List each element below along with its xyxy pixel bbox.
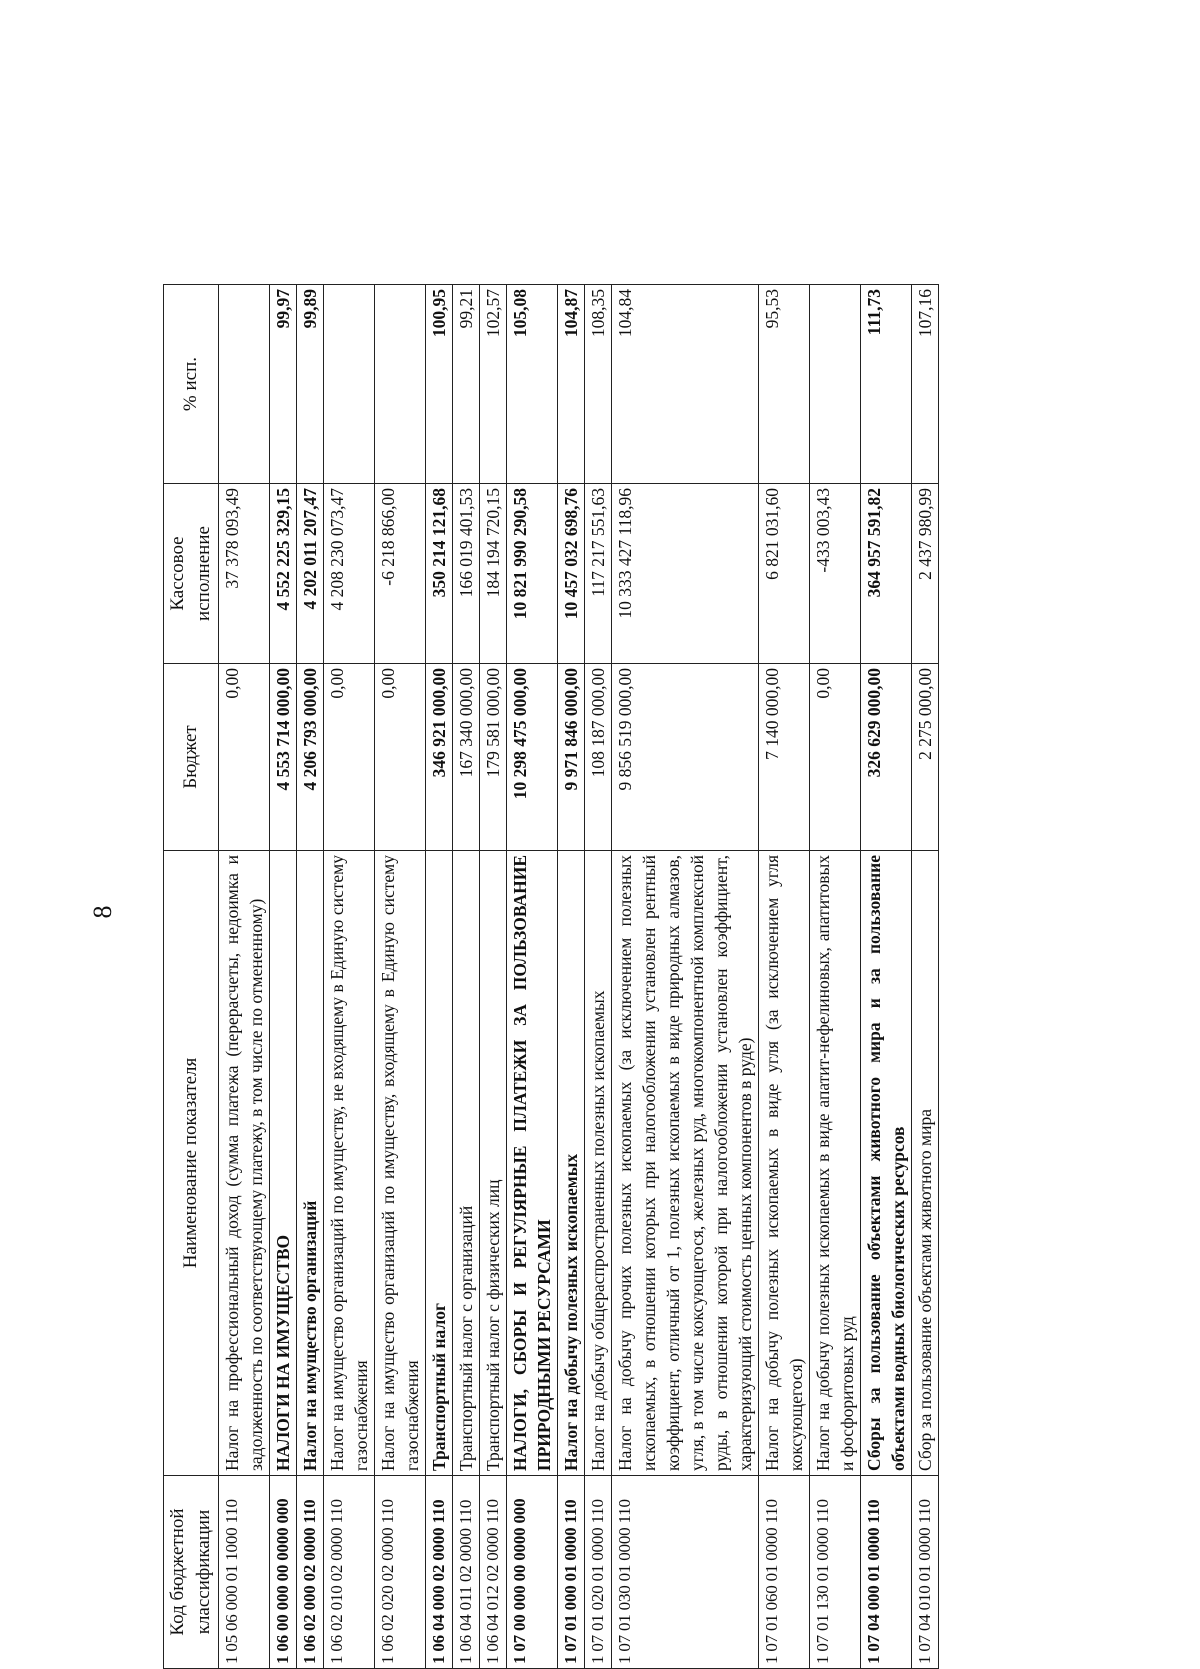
cell-name: Налог на добычу полезных ископаемых: [558, 851, 585, 1476]
cell-name: НАЛОГИ НА ИМУЩЕСТВО: [270, 851, 297, 1476]
table-row: [507, 285, 558, 1669]
cell-name: Налог на имущество организаций по имуществу, входящему в Единую систему газоснабжения: [375, 851, 426, 1476]
table-row: [270, 285, 297, 1669]
cell-percent: 99,97: [270, 285, 297, 484]
cell-name: Сборы за пользование объектами животного мира и за пользование объектами водных биологических ресурсов: [861, 851, 912, 1476]
cell-code: 1 07 01 130 01 0000 110: [810, 1476, 861, 1669]
cell-execution: 117 217 551,63: [585, 484, 612, 664]
cell-code: 1 06 04 012 02 0000 110: [480, 1476, 507, 1669]
table-row: [480, 285, 507, 1669]
cell-name: Налог на имущество организаций по имуществу, не входящему в Единую систему газоснабжения: [324, 851, 375, 1476]
cell-code: 1 07 01 030 01 0000 110: [612, 1476, 759, 1669]
cell-code: 1 06 02 010 02 0000 110: [324, 1476, 375, 1669]
cell-execution: 6 821 031,60: [759, 484, 810, 664]
cell-budget: 4 553 714 000,00: [270, 664, 297, 851]
cell-execution: -433 003,43: [810, 484, 861, 664]
header-execution: Кассовое исполнение: [164, 484, 219, 664]
cell-name: Налог на имущество организаций: [297, 851, 324, 1476]
cell-budget: 179 581 000,00: [480, 664, 507, 851]
header-code: Код бюджетной классификации: [164, 1476, 219, 1669]
cell-budget: 346 921 000,00: [426, 664, 453, 851]
cell-execution: 10 333 427 118,96: [612, 484, 759, 664]
cell-percent: 100,95: [426, 285, 453, 484]
cell-execution: 350 214 121,68: [426, 484, 453, 664]
cell-code: 1 07 01 060 01 0000 110: [759, 1476, 810, 1669]
table-row: [426, 285, 453, 1669]
cell-budget: 2 275 000,00: [912, 664, 939, 851]
cell-percent: 111,73: [861, 285, 912, 484]
cell-code: 1 06 00 000 00 0000 000: [270, 1476, 297, 1669]
header-percent: % исп.: [164, 285, 219, 484]
cell-budget: 7 140 000,00: [759, 664, 810, 851]
cell-budget: 0,00: [324, 664, 375, 851]
cell-percent: 99,21: [453, 285, 480, 484]
table-header-row: [164, 285, 219, 1669]
cell-code: 1 06 04 011 02 0000 110: [453, 1476, 480, 1669]
cell-percent: 104,87: [558, 285, 585, 484]
budget-table: [163, 284, 939, 1669]
cell-budget: 4 206 793 000,00: [297, 664, 324, 851]
table-row: [219, 285, 270, 1669]
cell-code: 1 06 04 000 02 0000 110: [426, 1476, 453, 1669]
cell-name: Налог на добычу прочих полезных ископаемых (за исключением полезных ископаемых, в отношении которых при налогообложении установлен рентный коэффициент, отличный от 1, полезных ископаемых в виде природных алмазов, угля, в том числе коксующегося, железных руд, многокомпонентной комплексной руды, в отношении которой при налогообложении установлен коэффициент, характеризующий стоимость ценных компонентов в руде): [612, 851, 759, 1476]
cell-execution: 2 437 980,99: [912, 484, 939, 664]
cell-percent: 102,57: [480, 285, 507, 484]
cell-execution: 37 378 093,49: [219, 484, 270, 664]
cell-name: Налог на добычу общераспространенных полезных ископаемых: [585, 851, 612, 1476]
cell-name: Налог на добычу полезных ископаемых в виде угля (за исключением угля коксующегося): [759, 851, 810, 1476]
cell-name: Транспортный налог с организаций: [453, 851, 480, 1476]
table-row: [612, 285, 759, 1669]
cell-execution: 10 457 032 698,76: [558, 484, 585, 664]
cell-percent: [810, 285, 861, 484]
cell-budget: 9 971 846 000,00: [558, 664, 585, 851]
table-row: [912, 285, 939, 1669]
cell-percent: 108,35: [585, 285, 612, 484]
cell-execution: 166 019 401,53: [453, 484, 480, 664]
header-budget: Бюджет: [164, 664, 219, 851]
table-body: [219, 285, 939, 1669]
table-row: [297, 285, 324, 1669]
cell-percent: 99,89: [297, 285, 324, 484]
cell-execution: 364 957 591,82: [861, 484, 912, 664]
cell-percent: [219, 285, 270, 484]
cell-budget: 0,00: [375, 664, 426, 851]
cell-name: Сбор за пользование объектами животного мира: [912, 851, 939, 1476]
cell-execution: -6 218 866,00: [375, 484, 426, 664]
table-row: [585, 285, 612, 1669]
cell-code: 1 06 02 020 02 0000 110: [375, 1476, 426, 1669]
table-row: [324, 285, 375, 1669]
cell-budget: 9 856 519 000,00: [612, 664, 759, 851]
cell-percent: [375, 285, 426, 484]
cell-code: 1 07 04 000 01 0000 110: [861, 1476, 912, 1669]
cell-name: Транспортный налог с физических лиц: [480, 851, 507, 1476]
cell-code: 1 07 01 000 01 0000 110: [558, 1476, 585, 1669]
cell-execution: 184 194 720,15: [480, 484, 507, 664]
cell-execution: 10 821 990 290,58: [507, 484, 558, 664]
cell-budget: 326 629 000,00: [861, 664, 912, 851]
cell-name: НАЛОГИ, СБОРЫ И РЕГУЛЯРНЫЕ ПЛАТЕЖИ ЗА ПОЛЬЗОВАНИЕ ПРИРОДНЫМИ РЕСУРСАМИ: [507, 851, 558, 1476]
rotated-page: [0, 129, 1200, 1669]
cell-budget: 108 187 000,00: [585, 664, 612, 851]
table-row: [810, 285, 861, 1669]
cell-name: Налог на добычу полезных ископаемых в виде апатит-нефелиновых, апатитовых и фосфоритовых руд: [810, 851, 861, 1476]
table-row: [759, 285, 810, 1669]
cell-name: Транспортный налог: [426, 851, 453, 1476]
cell-code: 1 07 04 010 01 0000 110: [912, 1476, 939, 1669]
cell-execution: 4 202 011 207,47: [297, 484, 324, 664]
header-name: Наименование показателя: [164, 851, 219, 1476]
cell-percent: 104,84: [612, 285, 759, 484]
cell-percent: 95,53: [759, 285, 810, 484]
cell-percent: 105,08: [507, 285, 558, 484]
cell-execution: 4 552 225 329,15: [270, 484, 297, 664]
cell-percent: 107,16: [912, 285, 939, 484]
table-row: [375, 285, 426, 1669]
cell-code: 1 05 06 000 01 1000 110: [219, 1476, 270, 1669]
cell-budget: 0,00: [219, 664, 270, 851]
table-row: [558, 285, 585, 1669]
cell-code: 1 07 00 000 00 0000 000: [507, 1476, 558, 1669]
table-row: [861, 285, 912, 1669]
cell-budget: 167 340 000,00: [453, 664, 480, 851]
cell-code: 1 06 02 000 02 0000 110: [297, 1476, 324, 1669]
cell-code: 1 07 01 020 01 0000 110: [585, 1476, 612, 1669]
page-number: 8: [88, 905, 117, 919]
cell-percent: [324, 285, 375, 484]
cell-execution: 4 208 230 073,47: [324, 484, 375, 664]
cell-budget: 0,00: [810, 664, 861, 851]
table-row: [453, 285, 480, 1669]
cell-name: Налог на профессиональный доход (сумма платежа (перерасчеты, недоимка и задолженность по соответствующему платежу, в том числе по отмененному): [219, 851, 270, 1476]
cell-budget: 10 298 475 000,00: [507, 664, 558, 851]
